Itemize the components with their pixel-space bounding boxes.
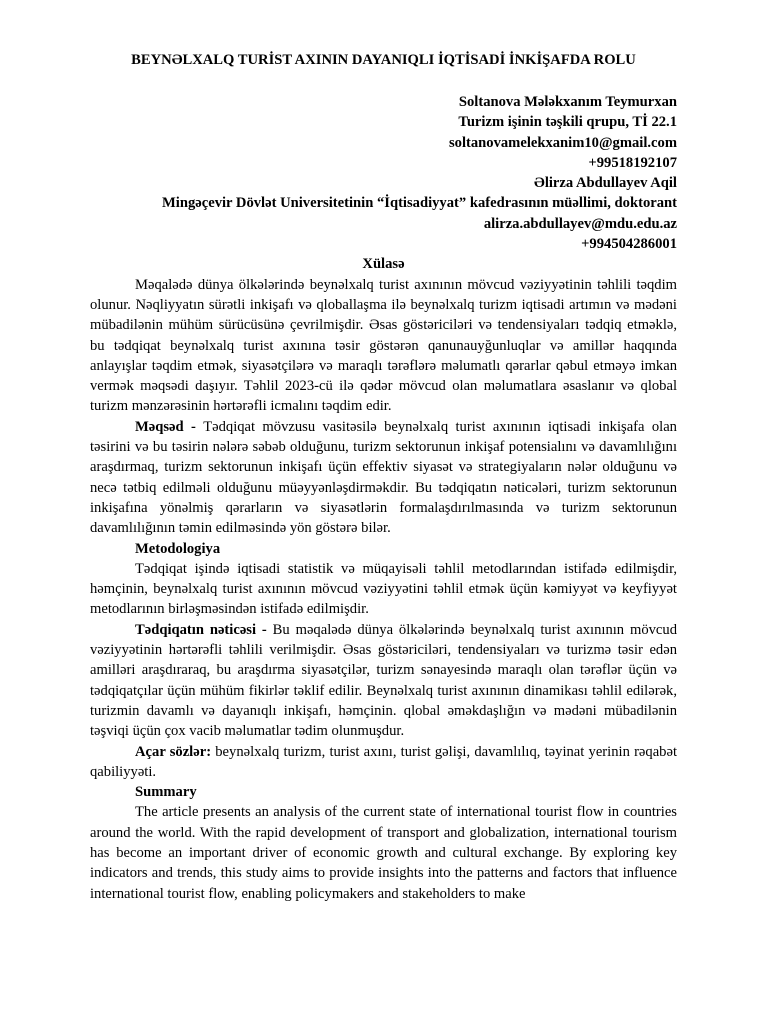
summary-heading: Summary <box>135 784 197 801</box>
author-name: Soltanova Mələkxanım Teymurxan <box>458 94 677 110</box>
author-email: soltanovamelekxanim10@gmail.com <box>448 134 677 151</box>
coauthor-name: Əlirza Abdullayev Aqil <box>534 175 677 192</box>
coauthor-affiliation: Mingəçevir Dövlət Universitetinin “İqtisadiyyat” kafedrasının müəllimi, doktorant <box>162 195 677 212</box>
paper-page <box>90 50 677 904</box>
result-paragraph <box>90 620 677 742</box>
coauthor-phone: +994504286001 <box>581 236 677 253</box>
keywords-paragraph <box>90 742 677 783</box>
author-group: Turizm işinin təşkili qrupu, Tİ 22.1 <box>458 114 677 131</box>
methodology-heading: Metodologiya <box>135 540 221 557</box>
methodology-text: Tədqiqat işində iqtisadi statistik və müqayisəli təhlil metodlarından istifadə edilmişdir, həmçinin, beynəlxalq turist axınının mövcud vəziyyətini təhlil etmək üçün kəmiyyət və keyfiyyət metodlarının birləşməsindən istifadə edilmişdir. <box>90 560 677 618</box>
paper-title: BEYNƏLXALQ TURİST AXININ DAYANIQLI İQTİSADİ İNKİŞAFDA ROLU <box>131 52 636 68</box>
abstract-heading: Xülasə <box>362 256 405 273</box>
keywords-label: Açar sözlər: <box>135 743 212 760</box>
coauthor-email: alirza.abdullayev@mdu.edu.az <box>483 215 677 232</box>
summary-text: The article presents an analysis of the current state of international tourist flow in countries around the world. With the rapid development of transport and globalization, international tourism has become an important driver of economic growth and cultural exchange. By exploring key indicators and trends, this study aims to provide insights into the patterns and factors that influence international tourist flow, enabling policymakers and stakeholders to make <box>90 804 677 902</box>
author-phone: +99518192107 <box>588 154 677 171</box>
result-text: Bu məqalədə dünya ölkələrində beynəlxalq turist axınının mövcud vəziyyətinin hərtərəfli təhlili verilmişdir. Əsas göstəriciləri, tendensiyaları və turizmə təsir edən amilləri araşdıraraq, bu araşdırma siyasətçilər, turizm sənayesində maraqlı olan tərəflər üçün və tədqiqatçılar üçün mühüm fikirlər təklif edilir. Beynəlxalq turist axınının dinamikası təhlil edilərək, turizmin davamlı və dayanıqlı inkişafı, həmçinin. qlobal əməkdaşlığın və mədəni mübadilənin təşviqi üçün çox vacib məlumatlar tədim olunmuşdur. <box>90 621 677 740</box>
goal-text: Tədqiqat mövzusu vasitəsilə beynəlxalq turist axınının iqtisadi inkişafa olan təsirini və bu təsirin nələrə səbəb olduğunu, turizm sektorunun inkişaf potensialını və davamlılığını araşdırmaq, turizm sektorunun inkişafı üçün effektiv siyasət və strategiyaların nələr olduğunu və necə tətbiq edilməli olduğunu müəyyənləşdirməkdir. Bu tədqiqatın nəticələri, turizm sektorunun inkişafına yönəlmiş qərarların və siyasətlərin formalaşdırılmasında və turizm sektorunun davamlılığının təmin edilməsində yön göstərə bilər. <box>90 418 677 537</box>
abstract-text: Məqalədə dünya ölkələrində beynəlxalq turist axınının mövcud vəziyyətinin təhlili təqdim olunur. Nəqliyyatın sürətli inkişafı və qloballaşma ilə beynəlxalq turizm iqtisadi artımın və mədəni mübadilənin mühüm sürücüsünə çevrilmişdir. Əsas göstəriciləri və tendensiyaları tədqiq etməklə, bu tədqiqat beynəlxalq turist axınına təsir göstərən qanunauyğunluqlar və amillər haqqında anlayışlar təqdim etmək, siyasətçilərə və maraqlı tərəflərə məlumatlı qərarlar qəbul etməyə imkan vermək məqsədi daşıyır. Təhlil 2023-cü ilə qədər mövcud olan məlumatlara əsaslanır və qlobal turizm mənzərəsinin hərtərəfli icmalını təqdim edir. <box>90 276 677 415</box>
author-block <box>90 92 677 254</box>
result-label: Tədqiqatın nəticəsi - <box>135 621 273 638</box>
goal-label: Məqsəd - <box>135 418 204 435</box>
goal-paragraph <box>90 417 677 539</box>
keywords-text: beynəlxalq turizm, turist axını, turist gəlişi, davamlılıq, təyinat yerinin rəqabət qabiliyyəti. <box>90 743 678 780</box>
